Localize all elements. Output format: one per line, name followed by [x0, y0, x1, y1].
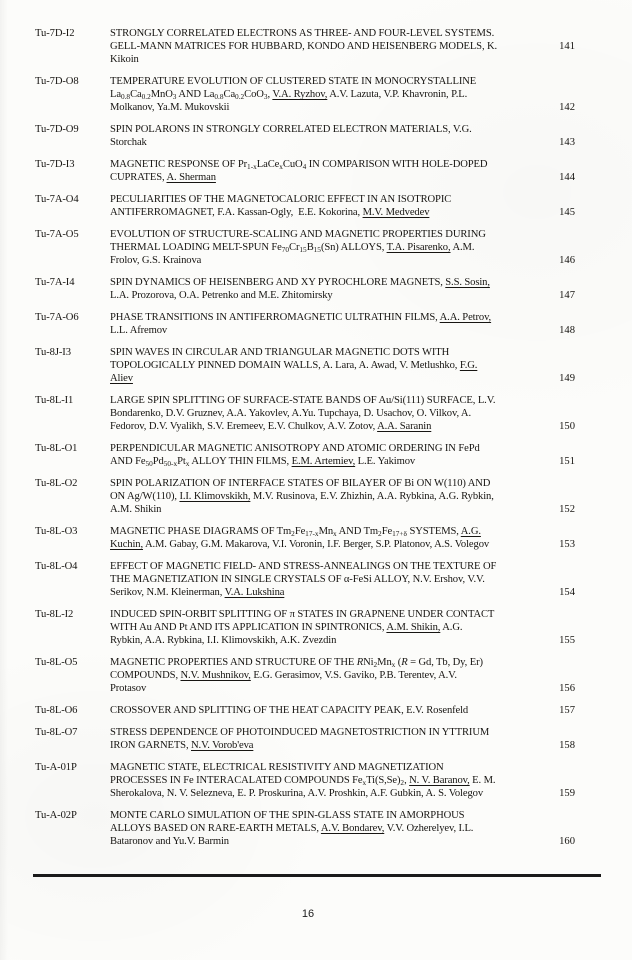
entry-line: A.M. Shikin: [110, 504, 162, 515]
entry-line: LARGE SPIN SPLITTING OF SURFACE-STATE BANDS OF Au/Si(111) SURFACE, L.V.: [110, 395, 496, 406]
entry-title-authors: [110, 761, 537, 800]
entry-title-authors: [110, 809, 537, 848]
page-number-ref: 158: [559, 740, 575, 751]
page-number-ref: 150: [559, 421, 575, 432]
session-code: Tu-7D-O8: [35, 76, 79, 87]
page-number-ref: 146: [559, 255, 575, 266]
toc-entry: [35, 75, 575, 114]
page-number-ref: 154: [559, 587, 575, 598]
session-code: Tu-7D-O9: [35, 124, 79, 135]
entry-title-authors: [110, 442, 537, 468]
entry-title-authors: [110, 346, 537, 385]
entry-line: ANTIFERROMAGNET, F.A. Kassan-Ogly, E.E. Kokorina, M.V. Medvedev: [110, 207, 430, 218]
page-number-ref: 159: [559, 788, 575, 799]
toc-entry: [35, 27, 575, 66]
session-code: Tu-8L-O1: [35, 443, 78, 454]
toc-entry: [35, 560, 575, 599]
page-number-ref: 157: [559, 705, 575, 716]
page-number-ref: 149: [559, 373, 575, 384]
entry-line: Kuchin, A.M. Gabay, G.M. Makarova, V.I. Voronin, I.F. Berger, S.P. Platonov, A.S. Volegov: [110, 539, 490, 550]
page-number-ref: 152: [559, 504, 575, 515]
entry-line: CUPRATES, A. Sherman: [110, 172, 216, 183]
session-code: Tu-8L-O5: [35, 657, 78, 668]
entry-title-authors: [110, 525, 537, 551]
page-number-ref: 148: [559, 325, 575, 336]
session-code: Tu-8L-O6: [35, 705, 78, 716]
toc-entry: [35, 394, 575, 433]
entry-title-authors: [110, 704, 537, 717]
toc-entry: [35, 525, 575, 551]
entry-line: Storchak: [110, 137, 147, 148]
entry-line: L.A. Prozorova, O.A. Petrenko and M.E. Zhitomirsky: [110, 290, 333, 301]
toc-entry: [35, 123, 575, 149]
entry-line: INDUCED SPIN-ORBIT SPLITTING OF π STATES IN GRAPNENE UNDER CONTACT: [110, 609, 495, 620]
footer-rule: [33, 874, 601, 877]
entry-line: MONTE CARLO SIMULATION OF THE SPIN-GLASS STATE IN AMORPHOUS: [110, 810, 465, 821]
entry-line: MAGNETIC PHASE DIAGRAMS OF $Tm_2Fe_{17-x}Mn_x$ AND $Tm_2Fe_{17+\delta}$ SYSTEMS, A.G.: [110, 526, 481, 538]
session-code: Tu-8L-O4: [35, 561, 78, 572]
session-code: Tu-8L-O3: [35, 526, 78, 537]
entry-line: THERMAL LOADING MELT-SPUN $Fe_{70}Cr_{15}B_{15}(Sn)$ ALLOYS, T.A. Pisarenko, A.M.: [110, 242, 475, 254]
entry-line: MAGNETIC RESPONSE OF $Pr_{1-x}LaCe_xCuO_4$ IN COMPARISON WITH HOLE-DOPED: [110, 159, 488, 171]
entry-line: SPIN POLARIZATION OF INTERFACE STATES OF BILAYER OF Bi ON W(110) AND: [110, 478, 491, 489]
page-number-ref: 155: [559, 635, 575, 646]
entry-title-authors: [110, 726, 537, 752]
page-number-ref: 151: [559, 456, 575, 467]
entry-line: STRONGLY CORRELATED ELECTRONS AS THREE- AND FOUR-LEVEL SYSTEMS.: [110, 28, 495, 39]
session-code: Tu-8J-I3: [35, 347, 71, 358]
entry-line: TOPOLOGICALLY PINNED DOMAIN WALLS, A. Lara, A. Awad, V. Metlushko, F.G.: [110, 360, 478, 371]
session-code: Tu-7D-I3: [35, 159, 75, 170]
entry-title-authors: [110, 123, 537, 149]
entry-line: EFFECT OF MAGNETIC FIELD- AND STRESS-ANNEALINGS ON THE TEXTURE OF: [110, 561, 497, 572]
entry-line: Aliev: [110, 373, 133, 384]
toc-entry: [35, 477, 575, 516]
toc-entry: [35, 442, 575, 468]
toc-entry: [35, 809, 575, 848]
entry-line: SPIN POLARONS IN STRONGLY CORRELATED ELECTRON MATERIALS, V.G.: [110, 124, 472, 135]
entry-title-authors: [110, 276, 537, 302]
entry-line: AND $Fe_{50}Pd_{50-x}Pt_x$ ALLOY THIN FILMS, E.M. Artemiev, L.E. Yakimov: [110, 456, 416, 468]
session-code: Tu-8L-O2: [35, 478, 78, 489]
entry-line: EVOLUTION OF STRUCTURE-SCALING AND MAGNETIC PROPERTIES DURING: [110, 229, 486, 240]
page-number-ref: 153: [559, 539, 575, 550]
session-code: Tu-7A-O6: [35, 312, 79, 323]
entry-title-authors: [110, 193, 537, 219]
entry-line: ALLOYS BASED ON RARE-EARTH METALS, A.V. Bondarev, V.V. Ozherelyev, I.L.: [110, 823, 474, 834]
entry-line: PECULIARITIES OF THE MAGNETOCALORIC EFFECT IN AN ISOTROPIC: [110, 194, 452, 205]
page-number: 16: [301, 908, 315, 920]
session-code: Tu-7A-O5: [35, 229, 79, 240]
entry-line: GELL-MANN MATRICES FOR HUBBARD, KONDO AND HEISENBERG MODELS, K.: [110, 41, 498, 52]
entry-line: Fedorov, D.V. Vyalikh, S.V. Eremeev, E.V. Chulkov, A.V. Zotov, A.A. Saranin: [110, 421, 432, 432]
toc-entry: [35, 346, 575, 385]
session-code: Tu-8L-O7: [35, 727, 78, 738]
session-code: Tu-7A-O4: [35, 194, 79, 205]
entry-line: CROSSOVER AND SPLITTING OF THE HEAT CAPACITY PEAK, E.V. Rosenfeld: [110, 705, 469, 716]
page-number-ref: 144: [559, 172, 575, 183]
entry-line: SPIN DYNAMICS OF HEISENBERG AND XY PYROCHLORE MAGNETS, S.S. Sosin,: [110, 277, 490, 288]
entry-line: $La_{0.8}Ca_{0.2}MnO_3$ AND $La_{0.8}Ca_{0.2}CoO_3$, V.A. Ryzhov, A.V. Lazuta, V.P. Khavronin, P.L.: [110, 89, 468, 101]
entry-line: TEMPERATURE EVOLUTION OF CLUSTERED STATE IN MONOCRYSTALLINE: [110, 76, 477, 87]
entry-line: IRON GARNETS, N.V. Vorob'eva: [110, 740, 254, 751]
entry-title-authors: [110, 608, 537, 647]
toc-entry: [35, 276, 575, 302]
entry-line: Rybkin, A.A. Rybkina, I.I. Klimovskikh, A.K. Zvezdin: [110, 635, 337, 646]
entry-line: Serikov, N.M. Kleinerman, V.A. Lukshina: [110, 587, 285, 598]
toc-entry: [35, 761, 575, 800]
entry-line: Bataronov and Yu.V. Barmin: [110, 836, 229, 847]
toc-entry: [35, 704, 575, 717]
entry-line: Protasov: [110, 683, 147, 694]
page-number-ref: 147: [559, 290, 575, 301]
entry-title-authors: [110, 394, 537, 433]
session-code: Tu-A-01P: [35, 762, 77, 773]
entry-line: PERPENDICULAR MAGNETIC ANISOTROPY AND ATOMIC ORDERING IN FePd: [110, 443, 480, 454]
entry-title-authors: [110, 75, 537, 114]
page-number-ref: 145: [559, 207, 575, 218]
page-number-ref: 160: [559, 836, 575, 847]
entry-line: Frolov, G.S. Krainova: [110, 255, 202, 266]
entry-title-authors: [110, 228, 537, 267]
page-number-ref: 156: [559, 683, 575, 694]
entry-line: COMPOUNDS, N.V. Mushnikov, E.G. Gerasimov, V.S. Gaviko, P.B. Terentev, A.V.: [110, 670, 457, 681]
session-code: Tu-8L-I2: [35, 609, 74, 620]
page-number-ref: 142: [559, 102, 575, 113]
toc-entry: [35, 228, 575, 267]
toc-entry: [35, 311, 575, 337]
page-number-ref: 143: [559, 137, 575, 148]
entry-line: Kikoin: [110, 54, 139, 65]
entry-title-authors: [110, 27, 537, 66]
toc-list: [35, 27, 575, 857]
entry-line: WITH Au AND Pt AND ITS APPLICATION IN SPINTRONICS, A.M. Shikin, A.G.: [110, 622, 463, 633]
entry-line: Bondarenko, D.V. Gruznev, A.A. Yakovlev, A.Yu. Tupchaya, D. Usachov, O. Vilkov, A.: [110, 408, 471, 419]
entry-title-authors: [110, 158, 537, 184]
entry-line: Molkanov, Ya.M. Mukovskii: [110, 102, 230, 113]
entry-line: STRESS DEPENDENCE OF PHOTOINDUCED MAGNETOSTRICTION IN YTTRIUM: [110, 727, 490, 738]
entry-line: THE MAGNETIZATION IN SINGLE CRYSTALS OF α-FeSi ALLOY, N.V. Ershov, V.V.: [110, 574, 485, 585]
toc-entry: [35, 193, 575, 219]
entry-line: MAGNETIC STATE, ELECTRICAL RESISTIVITY AND MAGNETIZATION: [110, 762, 444, 773]
entry-title-authors: [110, 560, 537, 599]
session-code: Tu-A-02P: [35, 810, 77, 821]
entry-line: L.L. Afremov: [110, 325, 168, 336]
session-code: Tu-8L-I1: [35, 395, 74, 406]
entry-title-authors: [110, 311, 537, 337]
page-number-ref: 141: [559, 41, 575, 52]
entry-line: PHASE TRANSITIONS IN ANTIFERROMAGNETIC ULTRATHIN FILMS, A.A. Petrov,: [110, 312, 492, 323]
entry-line: SPIN WAVES IN CIRCULAR AND TRIANGULAR MAGNETIC DOTS WITH: [110, 347, 450, 358]
entry-line: MAGNETIC PROPERTIES AND STRUCTURE OF THE $RNi_2Mn_x$ (R = Gd, Tb, Dy, Er): [110, 657, 483, 669]
session-code: Tu-7A-I4: [35, 277, 75, 288]
session-code: Tu-7D-I2: [35, 28, 75, 39]
toc-entry: [35, 726, 575, 752]
entry-line: Sherokalova, N. V. Selezneva, E. P. Proskurina, A.V. Proshkin, A.F. Gubkin, A. S. Volegov: [110, 788, 483, 799]
toc-entry: [35, 656, 575, 695]
entry-title-authors: [110, 656, 537, 695]
entry-line: PROCESSES IN Fe INTERACALATED COMPOUNDS $Fe_xTi(S,Se)_2$, N. V. Baranov, E. M.: [110, 775, 496, 787]
entry-line: ON Ag/W(110), I.I. Klimovskikh, M.V. Rusinova, E.V. Zhizhin, A.A. Rybkina, A.G. Rybkin,: [110, 491, 494, 502]
toc-entry: [35, 158, 575, 184]
entry-title-authors: [110, 477, 537, 516]
toc-entry: [35, 608, 575, 647]
